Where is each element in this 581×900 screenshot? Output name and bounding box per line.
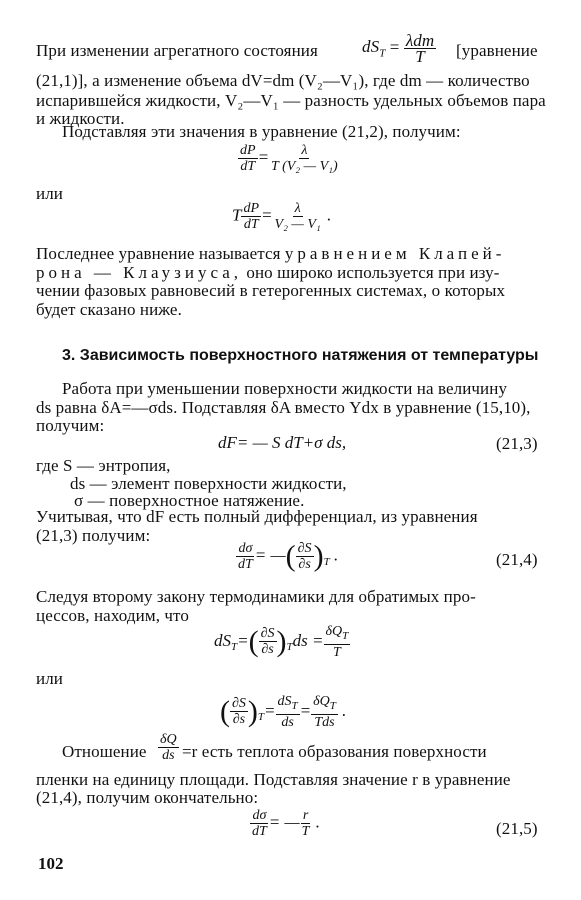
equation-number-21-5: (21,5) <box>496 819 538 838</box>
para1-line1 <box>36 40 318 62</box>
equation-21-5: $\frac{d\sigma}{dT}$ = — $\frac{r}{T}$ . <box>252 808 320 839</box>
fraction-lambda-over-tv: $\frac{\lambda}{\text{T (V₂ — V₁)}}$ <box>271 143 338 174</box>
text: При изменении агрегатного состояния <box>36 41 318 60</box>
para7-line3: (21,4), получим окончательно: <box>36 788 259 807</box>
equals-sign: = <box>261 205 273 225</box>
fraction-partial-s: $\frac{\partial S}{\partial s}$ <box>260 626 275 658</box>
para5-line2: (21,3) получим: <box>36 526 151 545</box>
fraction-r-over-t: $\frac{r}{T}$ <box>301 808 310 839</box>
para7-line2: пленки на единицу площади. Подставляя значение r в уравнение <box>36 770 511 789</box>
equation-second-law: $dS_T=$( $\frac{\partial S}{\partial s}$ )$_Tds$ = $\delta Q_T$ T <box>214 624 349 660</box>
fraction-partial-s: $\frac{\partial S}{\partial s}$ <box>297 541 312 572</box>
definition-ds: ds — элемент поверхности жидкости, <box>70 474 347 493</box>
fraction-dsigma-dt: $\frac{d\sigma}{dT}$ <box>238 541 253 572</box>
equation-21-4: $\frac{d\sigma}{dT}$ = —( $\frac{\partial S}{\partial s}$ )$_T$ . <box>238 539 339 573</box>
para6-line2: цессов, находим, что <box>36 606 189 625</box>
equals-sign: = <box>257 147 270 167</box>
fraction-dp-dt: $\frac{dP}{dT}$ <box>243 201 260 232</box>
para4-line1: Работа при уменьшении поверхности жидкости на величину <box>62 379 508 398</box>
para1-line3: испарившейся жидкости, V₂—V₁ — разность удельных объемов пара <box>36 91 546 110</box>
para1-line1-end: [уравнение <box>456 41 538 60</box>
definition-entropy: где S — энтропия, <box>36 456 171 475</box>
fraction-dq-over-t: $\delta Q_T$ T <box>325 624 349 660</box>
para3-line4: будет сказано ниже. <box>36 300 182 319</box>
para3-line2: рона — Клаузиуса, оно широко используется при изу- <box>36 263 500 282</box>
fraction-dst-ds: $dS_T$ ds <box>277 694 298 730</box>
fraction-lambda-over-v: $\frac{\lambda}{\text{V₂ — V₁}}$ <box>274 201 321 232</box>
para1-inline-formula <box>362 33 436 65</box>
or-text-2: или <box>36 669 63 688</box>
para3-line3: чении фазовых равновесий в гетерогенных системах, о которых <box>36 281 506 300</box>
emphasized-term: уравнением Клапей- <box>284 244 506 263</box>
formula-dst: $dS_T$ <box>362 37 386 60</box>
para4-line3: получим: <box>36 416 105 435</box>
para3-line1: Последнее уравнение называется уравнением Клапей- <box>36 244 506 263</box>
fraction-dsigma-dt: $\frac{d\sigma}{dT}$ <box>252 808 267 839</box>
fraction-lambda-dm-over-t: λdm T <box>405 31 435 66</box>
para4-line2: ds равна δA=—σds. Подставляя δA вместо Ydx в уравнение (15,10), <box>36 398 531 417</box>
equation-clapeyron-1 <box>238 143 340 174</box>
fraction-dq-over-tds: $\delta Q_T$ Tds <box>313 694 336 730</box>
equation-21-3: dF= — S dT+σ ds, <box>218 433 347 452</box>
definition-sigma: σ — поверхностное натяжение. <box>74 491 305 510</box>
fraction-dp-dt: $\frac{dP}{dT}$ <box>240 143 256 174</box>
equals-sign: = <box>389 37 400 57</box>
equation-partial-relation: ( $\frac{\partial S}{\partial s}$ )$_T=$ $dS_T$ ds = $\delta Q_T$ Tds . <box>220 694 347 730</box>
equation-number-21-4: (21,4) <box>496 550 538 569</box>
equals-minus: = — <box>254 545 286 565</box>
fraction-dq-ds: $\frac{\delta Q}{ds}$ <box>160 732 177 763</box>
period: . <box>327 205 332 225</box>
fraction-partial-s: $\frac{\partial S}{\partial s}$ <box>232 696 246 728</box>
emphasized-term: рона — Клаузиуса, <box>36 263 243 282</box>
equation-number-21-3: (21,3) <box>496 434 538 453</box>
equation-clapeyron-2 <box>232 201 331 232</box>
var-t: T <box>232 205 242 225</box>
para7-line1-end: =r есть теплота образования поверхности <box>182 742 487 761</box>
or-text-1: или <box>36 184 63 203</box>
para2-line1: Подставляя эти значения в уравнение (21,2), получим: <box>62 122 461 141</box>
section-heading: 3. Зависимость поверхностного натяжения от температуры <box>62 347 539 364</box>
para1-line4: и жидкости. <box>36 109 125 128</box>
para6-line1: Следуя второму закону термодинамики для обратимых про- <box>36 587 476 606</box>
para1-line2: (21,1)], а изменение объема dV=dm (V₂—V₁), где dm — количество <box>36 71 530 90</box>
para7-line1-start: Отношение <box>62 742 147 761</box>
para5-line1: Учитывая, что dF есть полный дифференциал, из уравнения <box>36 507 478 526</box>
page-number: 102 <box>38 854 64 873</box>
